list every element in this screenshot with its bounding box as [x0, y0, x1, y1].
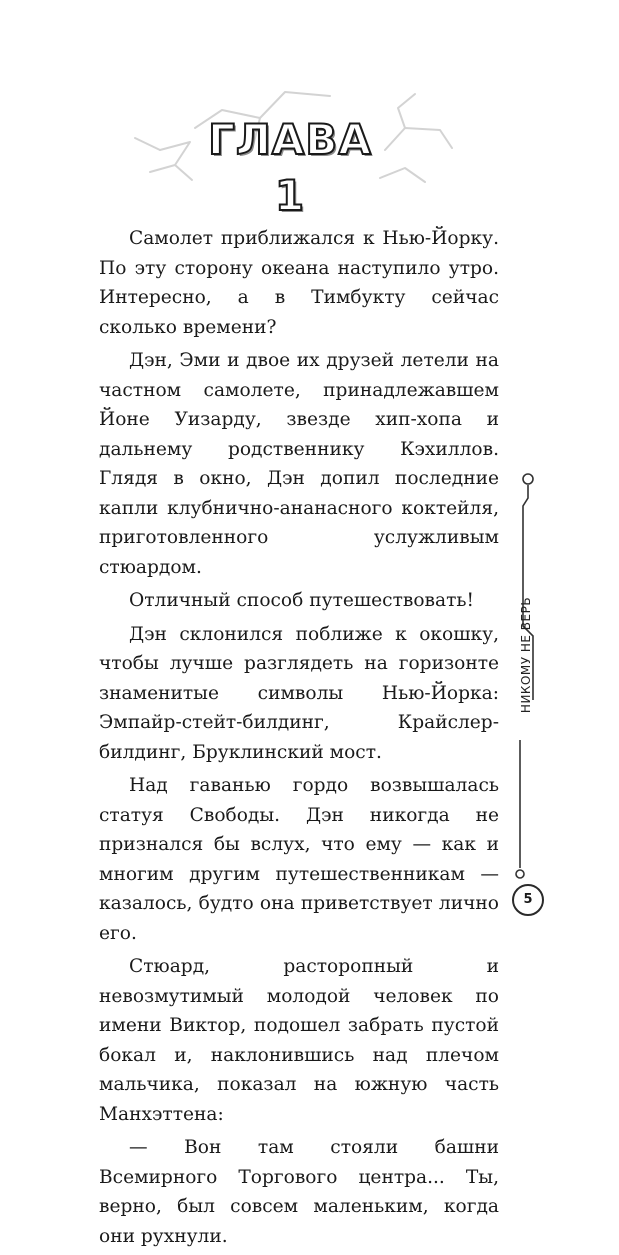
- paragraph: Дэн склонился поближе к окошку, чтобы лучше разглядеть на горизонте знаменитые символы Нью-Йорка: Эмпайр-стейт-билдинг, Крайслер-билдинг, Бруклинский мост.: [99, 623, 499, 763]
- paragraph: Над гаванью гордо возвышалась статуя Свободы. Дэн никогда не признался бы вслух, что ему — как и многим другим путешественникам — казалось, будто она приветствует лично его.: [99, 775, 499, 944]
- chapter-title: ГЛАВА 1: [208, 115, 372, 220]
- page-number: 5: [512, 884, 544, 916]
- paragraph: Дэн, Эми и двое их друзей летели на частном самолете, принадлежавшем Йоне Уизарду, звезде хип-хопа и дальнему родственнику Кэхиллов. Глядя в окно, Дэн допил последние капли клубнично-ананасного коктейля, приготовленного услужливым стюардом.: [99, 350, 499, 578]
- running-title: НИКОМУ НЕ ВЕРЬ: [519, 596, 533, 714]
- chapter-body: [99, 224, 499, 1255]
- paragraph: Самолет приближался к Нью-Йорку. По эту сторону океана наступило утро. Интересно, а в Тимбукту сейчас сколько времени?: [99, 228, 499, 338]
- paragraph: — Вон там стояли башни Всемирного Торгового центра... Ты, верно, был совсем маленьким, когда они рухнули.: [99, 1137, 499, 1247]
- paragraph: Стюард, расторопный и невозмутимый молодой человек по имени Виктор, подошел забрать пустой бокал и, наклонившись над плечом мальчика, показал на южную часть Манхэттена:: [99, 956, 499, 1125]
- paragraph: Отличный способ путешествовать!: [129, 590, 474, 611]
